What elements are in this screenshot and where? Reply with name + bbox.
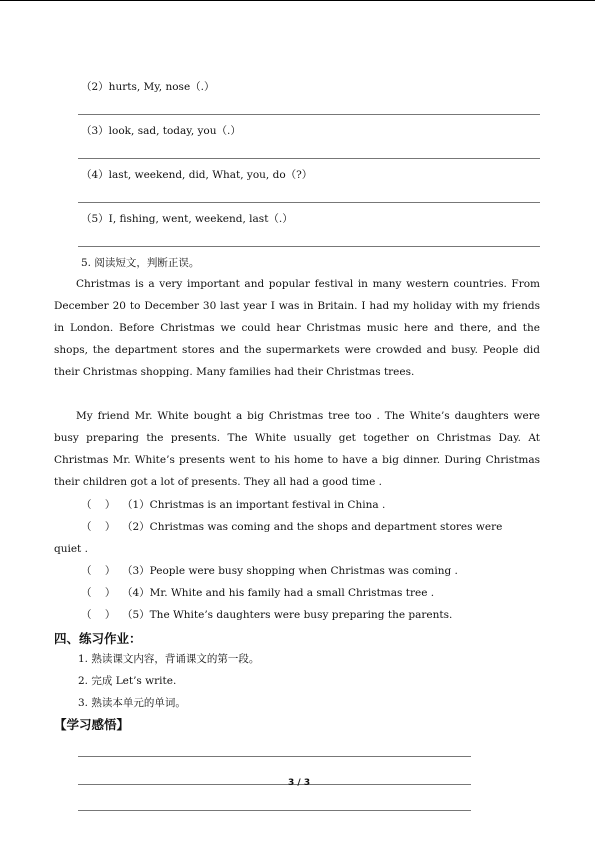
tf-blank-5[interactable]: （ ）	[81, 609, 116, 621]
header-rule	[0, 0, 595, 1]
tf-blank-3[interactable]: （ ）	[81, 565, 116, 577]
reflection-line-3[interactable]	[78, 810, 471, 811]
tf-question-2-continuation: quiet .	[54, 543, 88, 555]
reflection-line-1[interactable]	[78, 756, 471, 757]
reading-paragraph-2-text: My friend Mr. White bought a big Christmas tree too . The White’s daughters were busy preparing the presents. The White usually get together on Christmas Day. At Christmas Mr. White’s presents went to his home to have a big dinner. During Christmas their children got a lot of presents. They all had a good time .	[54, 410, 540, 488]
page-number: 3 / 3	[288, 778, 311, 788]
exercise-item-5: （5）I, fishing, went, weekend, last（.）	[81, 213, 293, 225]
homework-heading: 四、练习作业：	[54, 631, 142, 646]
homework-item-1: 1. 熟读课文内容，背诵课文的第一段。	[78, 653, 260, 665]
tf-blank-4[interactable]: （ ）	[81, 587, 116, 599]
answer-line-4[interactable]	[78, 202, 540, 203]
exercise-item-3: （3）look, sad, today, you（.）	[81, 125, 241, 137]
tf-blank-1[interactable]: （ ）	[81, 499, 116, 511]
tf-question-4: （4）Mr. White and his family had a small Christmas tree .	[122, 587, 435, 599]
reading-paragraph-1	[54, 273, 540, 383]
answer-line-3[interactable]	[78, 158, 540, 159]
exercise-item-4: （4）last, weekend, did, What, you, do（?）	[81, 169, 313, 181]
tf-blank-2[interactable]: （ ）	[81, 521, 116, 533]
homework-item-2: 2. 完成 Let’s write.	[78, 675, 177, 687]
exercise-5-title: 5. 阅读短文，判断正误。	[81, 257, 200, 269]
exercise-item-2: （2）hurts, My, nose（.）	[81, 81, 215, 93]
answer-line-2[interactable]	[78, 114, 540, 115]
homework-item-3: 3. 熟读本单元的单词。	[78, 697, 186, 709]
reflection-heading: 【学习感悟】	[54, 717, 130, 732]
tf-question-5: （5）The White’s daughters were busy preparing the parents.	[122, 609, 453, 621]
tf-question-2: （2）Christmas was coming and the shops and department stores were	[122, 521, 503, 533]
reading-paragraph-2	[54, 405, 540, 493]
tf-question-3: （3）People were busy shopping when Christmas was coming .	[122, 565, 458, 577]
reflection-line-2[interactable]	[78, 784, 471, 785]
reading-paragraph-1-text: Christmas is a very important and popular festival in many western countries. From December 20 to December 30 last year I was in Britain. I had my holiday with my friends in London. Before Christmas we could hear Christmas music here and there, and the shops, the department stores and the supermarkets were crowded and busy. People did their Christmas shopping. Many families had their Christmas trees.	[54, 278, 540, 378]
answer-line-5[interactable]	[78, 246, 540, 247]
tf-question-1: （1）Christmas is an important festival in China .	[122, 499, 386, 511]
